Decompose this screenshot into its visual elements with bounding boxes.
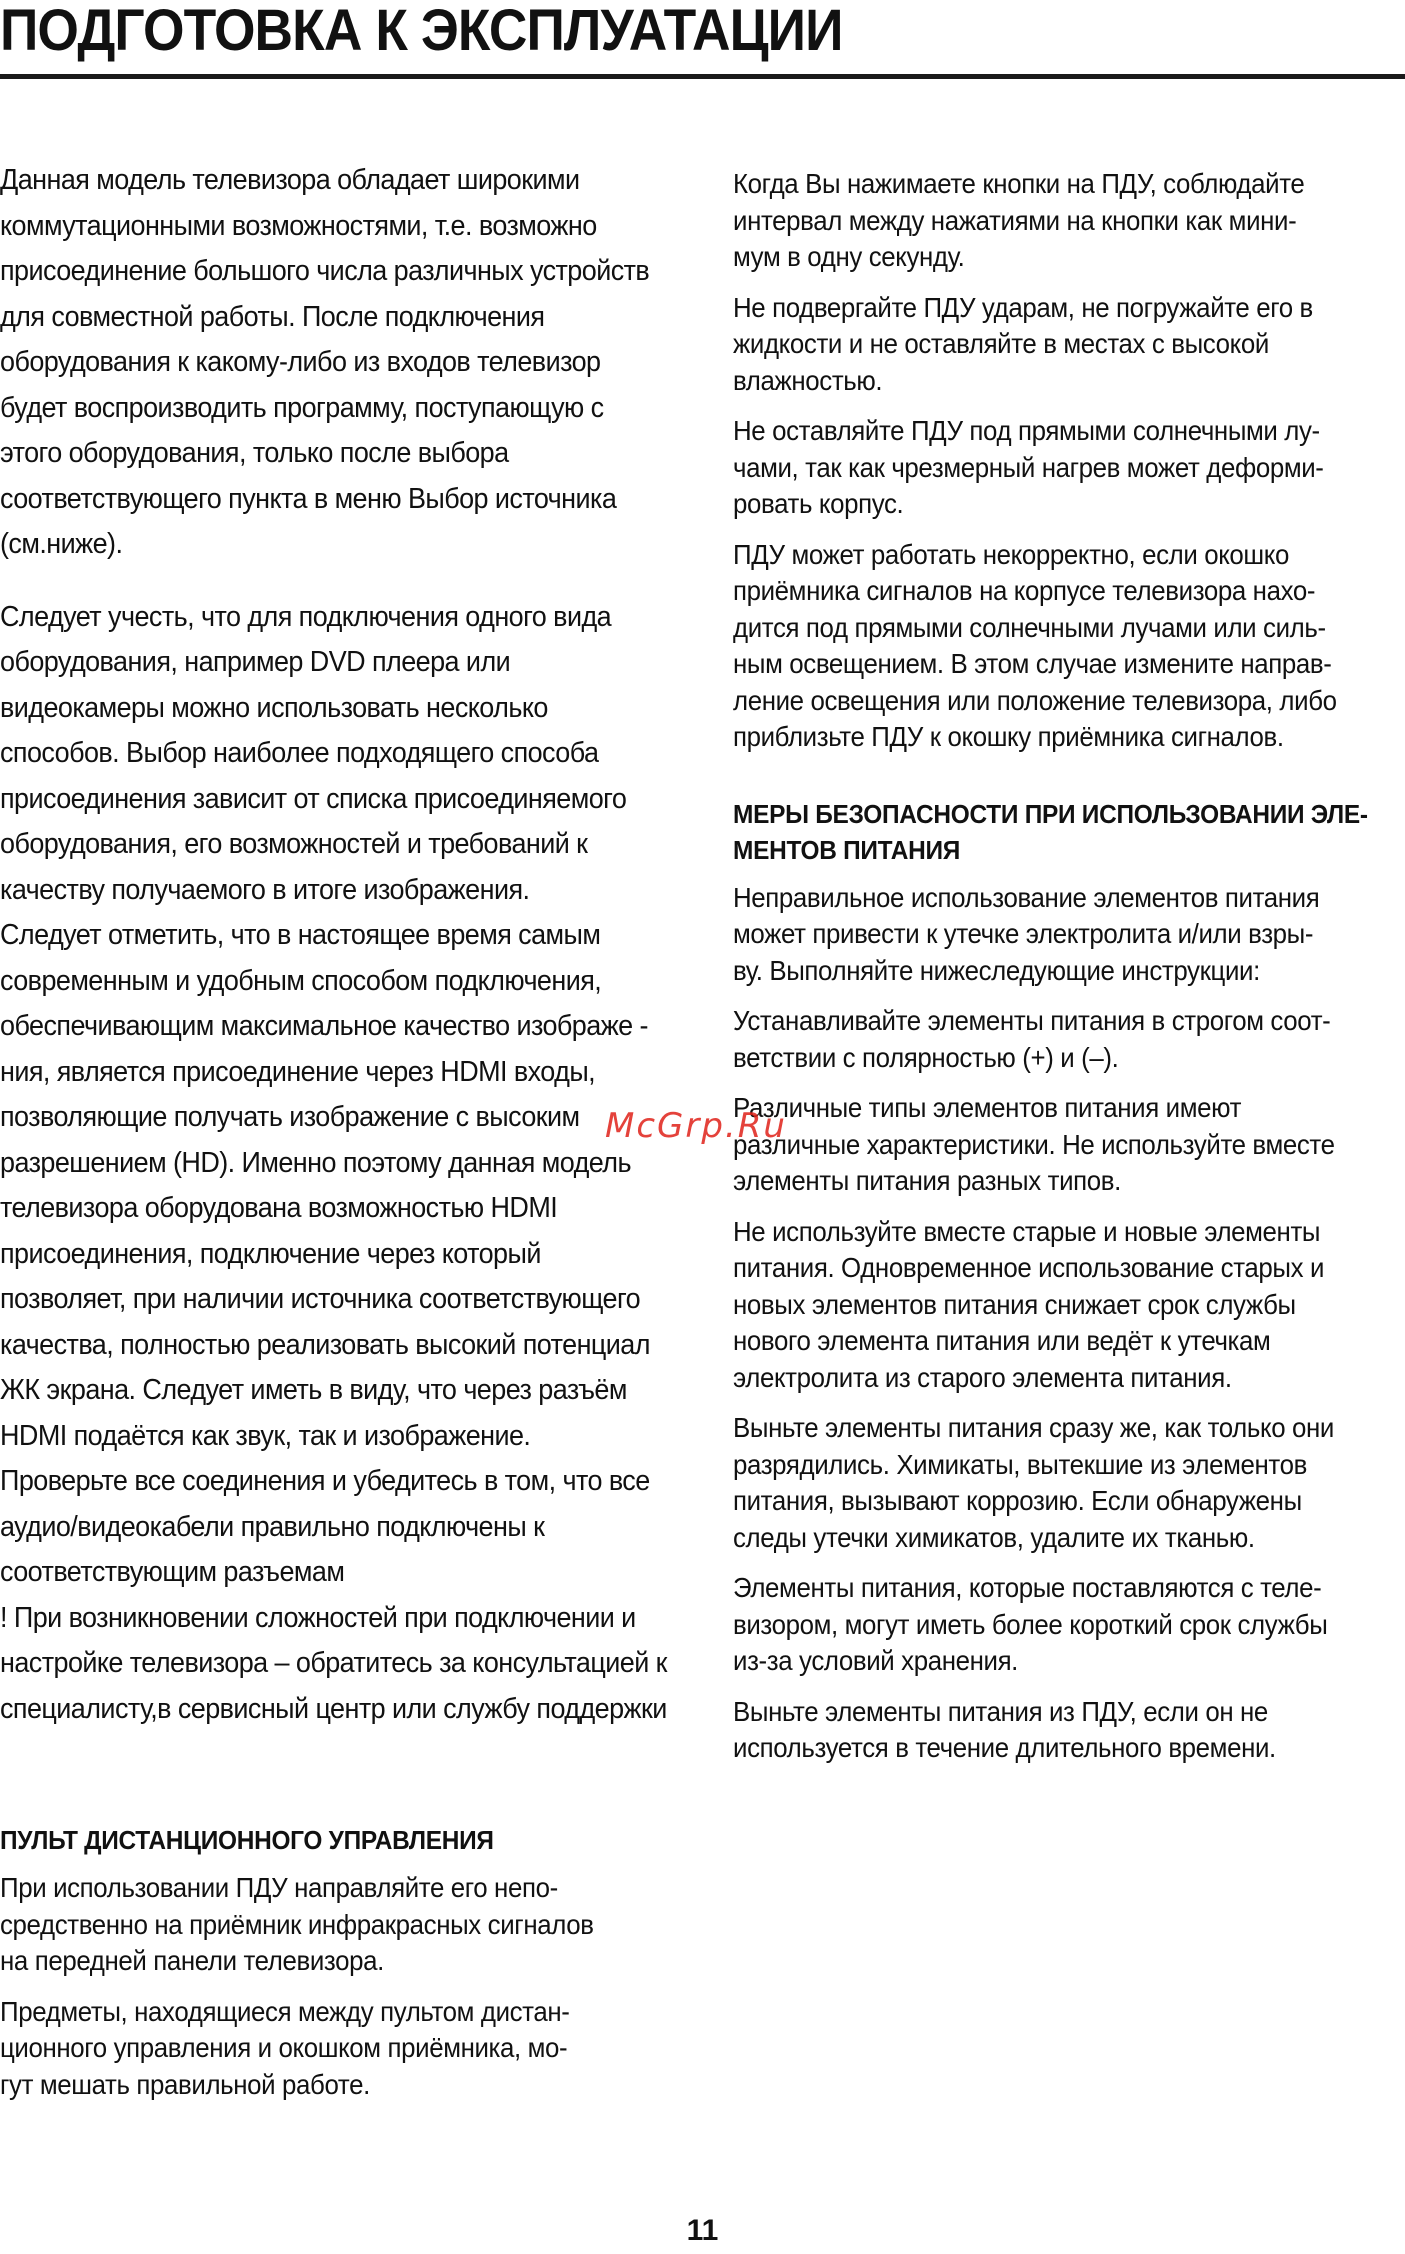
remote-tip-1: Когда Вы нажимаете кнопки на ПДУ, соблюдайте интервал между нажатиями на кнопки как мини- мум в одну секунду. [733,168,1305,272]
battery-paragraph-6: Элементы питания, которые поставляются с теле- визором, могут иметь более короткий срок службы из-за условий хранения. [733,1572,1328,1676]
intro-paragraph-2: Следует учесть, что для подключения одного вида оборудования, например DVD плеера или видеокамеры можно использовать несколько способов. Выбор наиболее подходящего способа присоединения зависит от списка присоединяемого оборудования, его возможностей и требований к качеству получаемого в итоге изображения. [0,600,627,906]
remote-paragraph-1: При использовании ПДУ направляйте его непо- средственно на приёмник инфракрасных сигналов на передней панели телевизора. [0,1872,594,1976]
battery-safety-heading: МЕРЫ БЕЗОПАСНОСТИ ПРИ ИСПОЛЬЗОВАНИИ ЭЛЕ- МЕНТОВ ПИТАНИЯ [733,798,1368,865]
left-column-intro [0,158,700,1732]
battery-paragraph-2: Устанавливайте элементы питания в строгом соот- ветствии с полярностью (+) и (–). [733,1005,1331,1073]
right-column [733,166,1373,1781]
battery-paragraph-1: Неправильное использование элементов питания может привести к утечке электролита и/или взры- ву. Выполняйте нижеследующие инструкции: [733,881,1320,986]
battery-paragraph-5: Выньте элементы питания сразу же, как только они разрядились. Химикаты, вытекшие из элементов питания, вызывают коррозию. Если обнаружены следы утечки химикатов, удалите их тканью. [733,1412,1334,1553]
battery-paragraph-4: Не используйте вместе старые и новые элементы питания. Одновременное использование старых и новых элементов питания снижает срок службы нового элемента питания или ведёт к утечкам электролита из старого элемента питания. [733,1215,1325,1393]
intro-paragraph-3: Следует отметить, что в настоящее время самым современным и удобным способом подключения, обеспечивающим максимальное качество изображе - ния, является присоединение через HDMI входы, позволяющие получать изображение с высоким разрешением (HD). Именно поэтому данная модель телевизора оборудована возможностью HDMI присоединения, подключение через который позволяет, при наличии источника соответствующего качества, полностью реализовать высокий потенциал ЖК экрана. Следует иметь в виду, что через разъём HDMI подаётся как звук, так и изображение. [0,919,650,1452]
intro-paragraph-1: Данная модель телевизора обладает широкими коммутационными возможностями, т.е. возможно присоединение большого числа различных устройств для совместной работы. После подключения оборудования к какому-либо из входов телевизор будет воспроизводить программу, поступающую с этого оборудования, только после выбора соответствующего пункта в меню Выбор источника (см.ниже). [0,164,650,560]
watermark: McGrp.Ru [605,1106,787,1146]
remote-tip-4: ПДУ может работать некорректно, если окошко приёмника сигналов на корпусе телевизора нахо- дится под прямыми солнечными лучами или силь- ным освещением. В этом случае измените направ- ление освещения или положение телевизора, либо приблизьте ПДУ к окошку приёмника сигналов. [733,538,1337,752]
remote-tip-2: Не подвергайте ПДУ ударам, не погружайте его в жидкости и не оставляйте в местах с высокой влажностью. [733,291,1313,396]
remote-tip-3: Не оставляйте ПДУ под прямыми солнечными лу- чами, так как чрезмерный нагрев может деформи- ровать корпус. [733,415,1324,519]
battery-paragraph-7: Выньте элементы питания из ПДУ, если он не используется в течение длительного времени. [733,1695,1276,1763]
remote-paragraph-2: Предметы, находящиеся между пультом дистан- ционного управления и окошком приёмника, мо- гут мешать правильной работе. [0,1995,570,2100]
remote-control-section [0,1822,640,2117]
page-number: 11 [686,2214,719,2247]
battery-paragraph-3: Различные типы элементов питания имеют различные характеристики. Не используйте вместе элементы питания разных типов. [733,1092,1335,1196]
intro-paragraph-5: ! При возникновении сложностей при подключении и настройке телевизора – обратитесь за консультацией к специалисту,в сервисный центр или службу поддержки [0,1601,667,1725]
intro-paragraph-4: Проверьте все соединения и убедитесь в том, что все аудио/видеокабели правильно подключены к соответствующим разъемам [0,1465,650,1588]
page-title: ПОДГОТОВКА К ЭКСПЛУАТАЦИИ [0,0,843,63]
title-divider [0,74,1405,79]
remote-heading: ПУЛЬТ ДИСТАНЦИОННОГО УПРАВЛЕНИЯ [0,1825,494,1855]
